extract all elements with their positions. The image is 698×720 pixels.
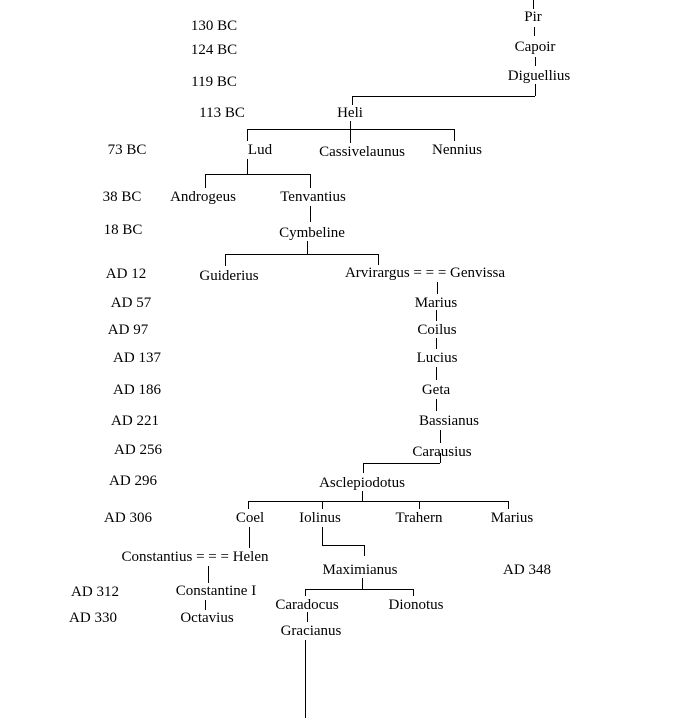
connector-line [363,463,440,464]
connector-line [352,96,353,105]
date-label-113-bc: 113 BC [199,104,245,121]
person-cymbeline: Cymbeline [279,224,345,241]
person-guiderius: Guiderius [199,267,259,284]
connector-line [350,121,351,129]
connector-line [205,174,310,175]
connector-line [205,600,206,610]
date-label-73-bc: 73 BC [107,141,147,158]
connector-line [310,174,311,188]
person-lud: Lud [247,141,273,158]
person-octavius: Octavius [180,609,234,626]
date-label-ad-296: AD 296 [109,472,157,489]
connector-line [322,501,323,509]
connector-line [208,566,209,583]
date-label-ad-312: AD 312 [71,583,119,600]
person-geta: Geta [421,381,451,398]
connector-line [247,159,248,174]
connector-line [413,589,414,596]
date-label-ad-57: AD 57 [110,294,152,311]
person-marius: Marius [414,294,458,311]
person-coilus: Coilus [417,321,457,338]
connector-line [307,612,308,622]
date-label-ad-330: AD 330 [69,609,117,626]
person-dionotus: Dionotus [388,596,444,613]
date-label-119-bc: 119 BC [191,73,237,90]
connector-line [322,545,364,546]
connector-line [307,241,308,254]
person-lucius: Lucius [416,349,458,366]
date-label-18-bc: 18 BC [103,221,143,238]
connector-line [352,96,535,97]
connector-line [508,501,509,509]
person-pir: Pir [524,8,542,25]
connector-line [454,129,455,141]
connector-line [436,338,437,349]
connector-line [248,501,249,509]
marriage-label-arvirargus-genvissa: Arvirargus = = = Genvissa [344,264,506,281]
date-label-ad-137: AD 137 [113,349,161,366]
date-label-ad-348: AD 348 [503,561,551,578]
connector-line [249,527,250,548]
person-heli: Heli [337,104,363,121]
connector-line [248,501,508,502]
connector-line [533,0,534,9]
person-constantine-i: Constantine I [175,582,257,599]
person-gracianus: Gracianus [280,622,342,639]
connector-line [436,310,437,321]
person-diguellius: Diguellius [507,67,571,84]
date-label-38-bc: 38 BC [102,188,142,205]
connector-line [225,254,378,255]
date-label-ad-12: AD 12 [105,265,147,282]
connector-line [363,463,364,473]
connector-line [378,254,379,265]
connector-line [247,129,248,141]
connector-line [305,640,306,718]
connector-line [534,27,535,36]
person-caradocus: Caradocus [275,596,339,613]
person-trahern: Trahern [395,509,443,526]
connector-line [225,254,226,266]
date-label-ad-186: AD 186 [113,381,161,398]
connector-line [535,84,536,96]
connector-line [362,491,363,501]
connector-line [205,174,206,188]
person-nennius: Nennius [432,141,482,158]
person-maximianus: Maximianus [322,561,398,578]
connector-line [305,589,306,596]
person-marius: Marius [490,509,534,526]
connector-line [310,206,311,222]
connector-line [362,578,363,589]
connector-line [440,430,441,443]
date-label-ad-256: AD 256 [114,441,162,458]
connector-line [436,367,437,380]
connector-line [437,282,438,294]
connector-line [535,57,536,66]
connector-line [305,589,413,590]
person-asclepiodotus: Asclepiodotus [319,474,405,491]
date-label-130-bc: 130 BC [190,17,238,34]
connector-line [364,545,365,556]
connector-line [436,399,437,411]
person-androgeus: Androgeus [170,188,236,205]
person-capoir: Capoir [514,38,556,55]
connector-line [419,501,420,509]
date-label-ad-306: AD 306 [104,509,152,526]
connector-line [322,527,323,545]
person-carausius: Carausius [412,443,472,460]
person-coel: Coel [235,509,265,526]
date-label-ad-97: AD 97 [107,321,149,338]
date-label-ad-221: AD 221 [111,412,159,429]
connector-line [350,129,351,143]
marriage-label-constantius-helen: Constantius = = = Helen [121,548,269,565]
person-iolinus: Iolinus [299,509,341,526]
person-bassianus: Bassianus [419,412,479,429]
date-label-124-bc: 124 BC [190,41,238,58]
person-tenvantius: Tenvantius [280,188,346,205]
person-cassivelaunus: Cassivelaunus [319,143,405,160]
